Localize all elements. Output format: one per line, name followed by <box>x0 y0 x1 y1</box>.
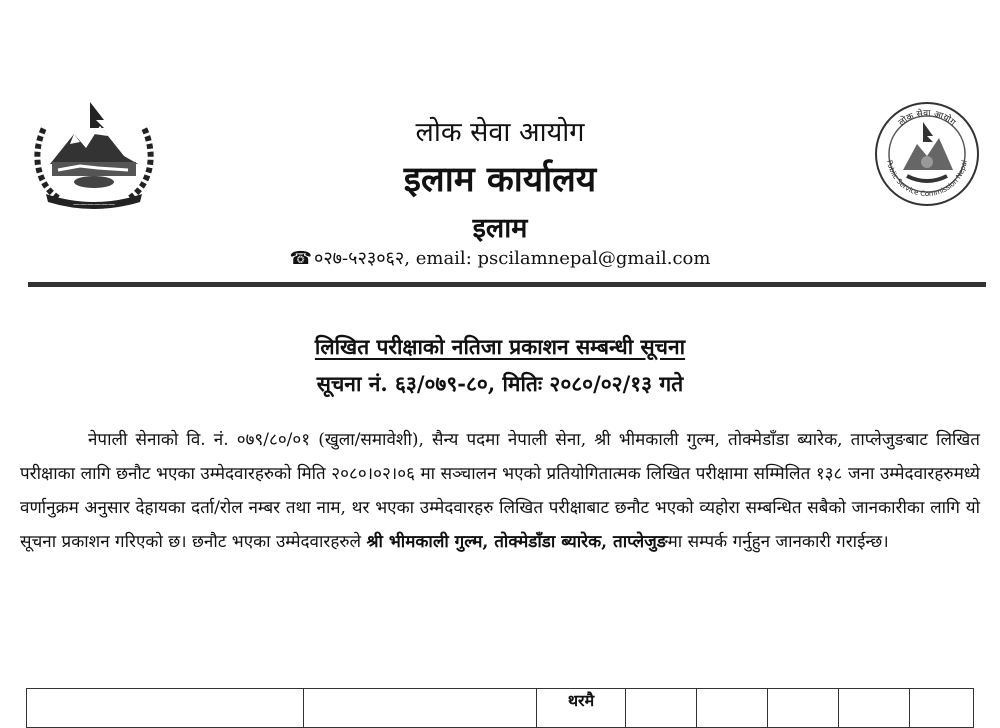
table-cell <box>910 689 974 728</box>
phone-number: ०२७-५२३०६२ <box>313 248 405 269</box>
seal-text-en: Public Service Commission Nepal <box>885 159 969 199</box>
office-name: इलाम कार्यालय <box>403 159 597 200</box>
header-divider <box>28 282 986 287</box>
body-text-bold: श्री भीमकाली गुल्म, तोक्मेडाँडा ब्यारेक, ताप्लेजुङ <box>366 532 668 552</box>
table-cell <box>839 689 910 728</box>
phone-icon: ☎ <box>289 248 312 269</box>
seal-text-np: लोक सेवा आयोग <box>897 108 958 129</box>
notice-title-text: लिखित परीक्षाको नतिजा प्रकाशन सम्बन्धी सूचना <box>314 334 686 359</box>
body-text-part2: मा सम्पर्क गर्नुहुन जानकारी गराईन्छ। <box>667 532 889 552</box>
org-name: लोक सेवा आयोग <box>415 117 585 148</box>
svg-text:——————: —————— <box>73 200 115 208</box>
contact-line <box>0 246 1000 270</box>
table-cell <box>697 689 768 728</box>
table-cell <box>27 689 304 728</box>
notice-number: सूचना नं. ६३/०७९-८०, मितिः २०८०/०२/१३ गते <box>316 371 684 396</box>
table-cell <box>626 689 697 728</box>
table-cell <box>768 689 839 728</box>
body-text-part1: नेपाली सेनाको वि. नं. ०७९/८०/०१ (खुला/समावेशी), सैन्य पदमा नेपाली सेना, श्री भीमकाली गुल्म, तोक्मेडाँडा ब्यारेक, ताप्लेजुङबाट लिखित परीक्षाका लागि छनौट भएका उम्मेदवारहरुको मिति २०८०।०२।०६ मा सञ्चालन भएको प्रतियोगितात्मक लिखित परीक्षामा सम्मिलित १३८ जना उम्मेदवारहरुमध्ये वर्णानुक्रम अनुसार देहायका दर्ता/रोल नम्बर तथा नाम, थर भएका उम्मेदवारहरु लिखित परीक्षाबाट छनौट भएको व्यहोरा सम्बन्धित सबैको जानकारीका लागि यो सूचना प्रकाशन गरिएको छ। छनौट भएका उम्मेदवारहरुले <box>20 430 980 552</box>
table-cell <box>304 689 537 728</box>
results-table <box>26 688 974 728</box>
notice-title <box>0 333 1000 361</box>
notice-body <box>20 423 980 559</box>
table-header-cell: थरमै <box>537 689 626 728</box>
email-separator: , email: <box>404 248 478 269</box>
email-address[interactable]: pscilamnepal@gmail.com <box>477 248 711 269</box>
table-row <box>27 689 974 728</box>
office-location: इलाम <box>472 213 528 244</box>
